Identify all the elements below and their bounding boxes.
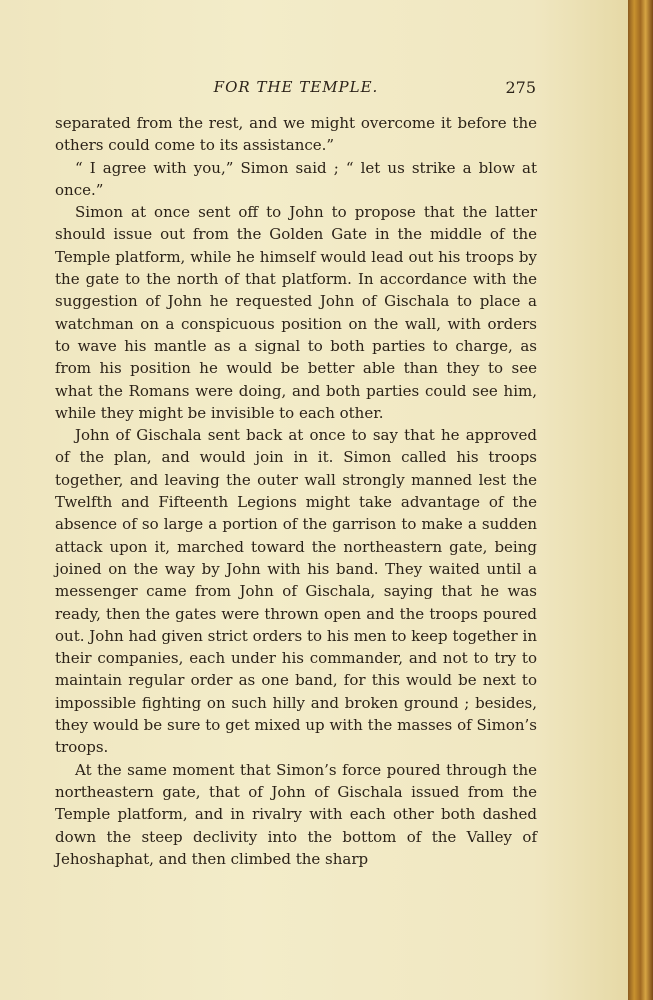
paragraph: separated from the rest, and we might overcome it before the others could come to its assistance.” — [55, 114, 537, 155]
page-number: 275 — [505, 78, 536, 97]
paragraph: “ I agree with you,” Simon said ; “ let us strike a blow at once.” — [55, 158, 537, 199]
paragraph: John of Gischala sent back at once to say that he approved of the plan, and would join in it. Simon called his troops together, and leaving the outer wall strongly manned lest the Twelfth and Fifteenth Legions might take advantage of the absence of so large a portion of the garrison to make a sudden attack upon it, marched toward the northeastern gate, being joined on the way by John with his band. They waited until a messenger came from John of Gischala, saying that he was ready, then the gates were thrown open and the troops poured out. John had given strict orders to his men to keep together in their companies, each under his commander, and not to try to maintain regular order as one band, for this would be next to impossible fighting on such hilly and broken ground ; besides, they would be sure to get mixed up with the masses of Simon’s troops. — [55, 426, 537, 757]
page-header — [56, 78, 536, 102]
paragraph: At the same moment that Simon’s force poured through the northeastern gate, that of John of Gischala issued from the Temple platform, and in rivalry with each other both dashed down the steep declivity into the bottom of the Valley of Jehoshaphat, and then climbed the sharp — [55, 760, 537, 868]
book-page-edge — [628, 0, 653, 1000]
running-head: FOR THE TEMPLE. — [213, 78, 379, 96]
paragraph: Simon at once sent off to John to propose that the latter should issue out from the Golden Gate in the middle of the Temple platform, while he himself would lead out his troops by the gate to the north of that platform. In accordance with the suggestion of John he requested John of Gischala to place a watchman on a conspicuous position on the wall, with orders to wave his mantle as a signal to both parties to charge, as from his position he would be better able than they to see what the Romans were doing, and both parties could see him, while they might be invisible to each other. — [55, 203, 537, 422]
page-body — [55, 112, 537, 870]
